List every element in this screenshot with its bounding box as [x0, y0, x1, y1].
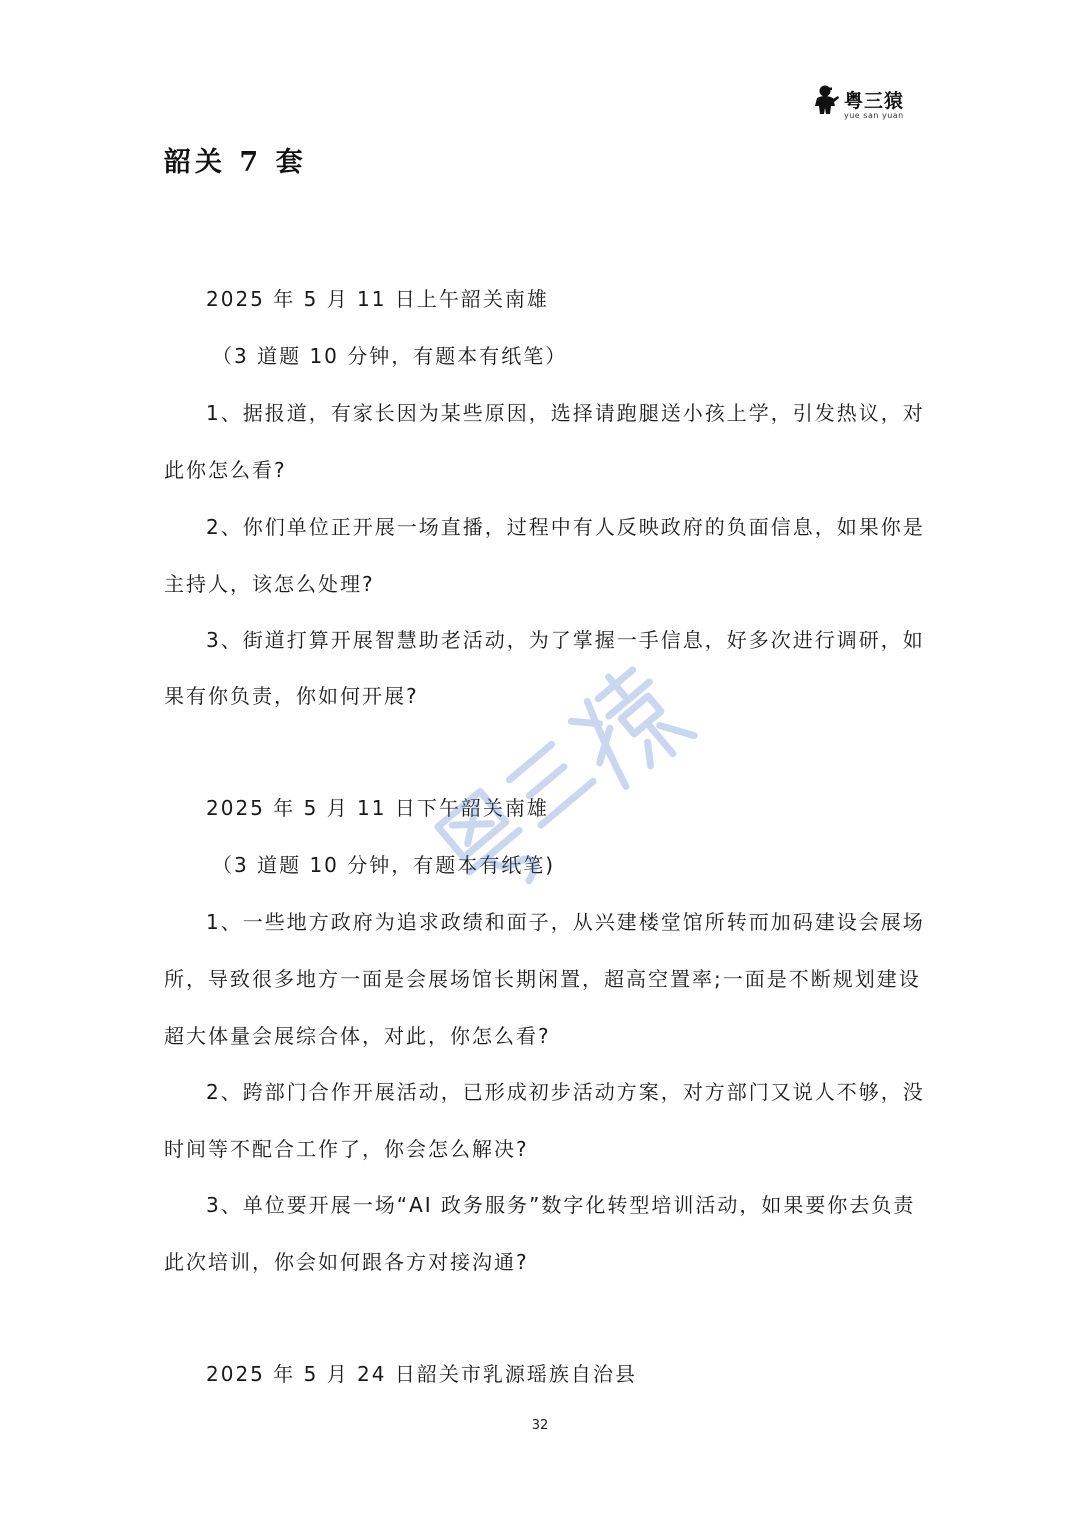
section-heading: 2025 年 5 月 11 日上午韶关南雄: [206, 287, 549, 311]
question-line: 2、跨部门合作开展活动，已形成初步活动方案，对方部门又说人不够，没: [206, 1080, 925, 1104]
section-note: （3 道题 10 分钟，有题本有纸笔）: [212, 344, 568, 368]
page-title: 韶关 7 套: [164, 147, 307, 178]
brand-logo: [812, 84, 912, 122]
question-line: 此次培训，你会如何跟各方对接沟通?: [164, 1250, 529, 1274]
logo-text: 粤三猿: [844, 90, 905, 112]
monkey-mascot-icon: [812, 84, 840, 116]
question-line: 果有你负责，你如何开展?: [164, 684, 419, 708]
logo-subtitle: yue san yuan: [844, 111, 904, 120]
section-note: （3 道题 10 分钟，有题本有纸笔): [212, 853, 556, 877]
question-line: 2、你们单位正开展一场直播，过程中有人反映政府的负面信息，如果你是: [206, 515, 925, 539]
question-line: 3、街道打算开展智慧助老活动，为了掌握一手信息，好多次进行调研，如: [206, 628, 925, 652]
question-line: 3、单位要开展一场“AI 政务服务”数字化转型培训活动，如果要你去负责: [206, 1193, 916, 1217]
question-line: 时间等不配合工作了，你会怎么解决?: [164, 1137, 529, 1161]
page-number: 32: [531, 1418, 549, 1433]
question-line: 超大体量会展综合体，对此，你怎么看?: [164, 1024, 551, 1048]
question-line: 主持人，该怎么处理?: [164, 572, 375, 596]
section-heading: 2025 年 5 月 24 日韶关市乳源瑶族自治县: [206, 1362, 637, 1386]
section-heading: 2025 年 5 月 11 日下午韶关南雄: [206, 796, 549, 820]
question-line: 1、据报道，有家长因为某些原因，选择请跑腿送小孩上学，引发热议，对: [206, 401, 925, 425]
question-line: 此你怎么看?: [164, 458, 287, 482]
question-line: 所，导致很多地方一面是会展场馆长期闲置，超高空置率;一面是不断规划建设: [164, 967, 921, 991]
question-line: 1、一些地方政府为追求政绩和面子，从兴建楼堂馆所转而加码建设会展场: [206, 910, 925, 934]
